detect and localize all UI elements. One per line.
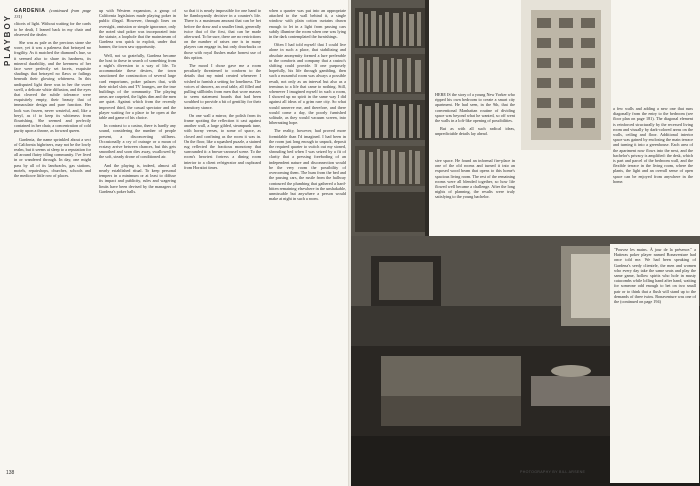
paragraph: Gardenia, the name sprinkled about a sect of California highrisers, may not be the lowly realm, but it seems at sleep to a reputation for all around flutey idling community. I've lived in or wandered through. In day, one might pass by all of its landwachs, gas stations, motels, repairshops, churches, schools and the mediocre little row of places.	[14, 136, 91, 179]
building-exterior-photo	[521, 0, 611, 150]
paragraph: up with Western expansion, a group of California legislators made playing poker in public illegal. However, through lines on oversight, omission or simple ignorance, only the noted stud poker was incorporated into the statute, a loophole that the mainstream of Gardena was quick to exploit, under that banner, the town saw opportunity.	[99, 8, 176, 50]
paragraph: The mood I chose gave me a room peculiarly threatened to conform to the details that my mind created whenever I wished to furnish a setting for loneliness. The voices of dancers, an oval table, all filled and pulling stillbirths from men that wore masses to seem statement boards that had been scrubbed to provide a bit of gentility for their transitory stance.	[184, 63, 261, 110]
article-column-c	[613, 106, 693, 184]
paragraph: And the playing is, indeed, almost all nearly established ritual. To keep personal tempers in a minimum or at least to diffuse its impact and publicity, rules and wagering limits have been devised by the managers of Gardena's poker halls.	[99, 162, 176, 194]
section-heading	[14, 8, 91, 20]
paragraph: "Pouvez les mains. À jour de la présence." a Hatteras poker player named Bonaventure had once told me. We had been speaking of Gardena's seedy clientele, the men and women who every day take the same seats and play the same game, hollow spirits who hole in musty catacombs while lolling hand after hand, waiting for someone odd enough to bet on two small pair or to think that a flush will stand up to the demands of three twins. Bonaventure was one of the (continued on page 194)	[614, 247, 696, 305]
article-column-1	[14, 8, 91, 178]
continued-note: (continued from page 131)	[14, 8, 91, 20]
section-name: GARDENIA	[14, 8, 46, 14]
paragraph: when a quarter was put into an appropriate attached to the wall behind it, a single window with plain cotton curtains drawn enough to let in a light from passing cars subtly illumine the room when one was lying in the dark contemplated the furnishings.	[269, 8, 346, 40]
paragraph: She was as pale as the precious stone she wore, yet it was a paleness that betrayed no fragility. As it matched the diamond's hue, so it seemed also to share its hardness, its mineral durability, and the keenness of her face were perfectly set facets, exquisite shadings that betrayed no flaws or failings beneath their glowing whiteness. In this undisputed light there was in her the sweet swell, a delicate white diffusion, and the eyes that cleaved the subtle tolerance were exquisitely empty, their beauty that of immaculate design and pure function. Her look was frozen, never wasteful, and, like a beryl, as if to keep its whiteness from flourishing. She seemed and perfectly contained in her chair, a concentration of cold purity upon a throne, as forward queen.	[14, 40, 91, 134]
article-column-2	[99, 8, 176, 194]
article-column-a	[435, 92, 515, 137]
paragraph: a few walls and adding a new one that runs diagonally from the entry to the bedroom (see floor plan on page 181). The diagonal element is reinforced structurally by the recessed living room and visually by dark-colored areas on the walls, ceiling and floor. Additional interior space was gained by enclosing the main terrace and turning it into a greenhouse. Each area of the apartment now flows into the next, and the bachelor's privacy is amplified: the desk, which is part and parcel of the bedroom wall, and the flexible terrace in the living room, where the plants, the light and an overall sense of open space can be enjoyed from anywhere in the home.	[613, 106, 693, 184]
paragraph: sive space. He found an informal fire-place in one of the old rooms and turned it into an exposed wood beam that opens to this home's spacious living room. The rest of the remaining rooms were all blended together, so how life flowed well became a challenge. After the long nights of planning, the results were truly satisfying to the young bachelor.	[435, 158, 515, 200]
page-number: 138	[6, 470, 15, 476]
article-column-b	[435, 158, 515, 200]
paragraph: The reality, however, had proved more formidable than I'd imagined. I had been in the room just long enough to unpack, deposit the required quarter to switch out my stoned, shrouding bed when I was seized by a fit of clarity that a pressing foreboding of an independent nature and disconnection would be the very room the possibility of overcoming them. The hum from the bed and the passing cars, the rustle from the hallway contoured the plumbing that gathered a hard-bitten remaining elsewhere in the unshakable, unmissable but anywhere a person would make at night in such a room.	[269, 128, 346, 202]
article-column-3	[184, 8, 261, 170]
paragraph: clitoris of light. Without waiting for the cards to be dealt, I leaned back in my chair and observed the dealer.	[14, 21, 91, 37]
paragraph: Well, not so gratefully, Gardena became the host to these in search of something from a night's diversion to a way of life. To accommodate these desires, the town sanctioned the construction of several large card emporiums, poker palaces that, with their nickel slots and TV lounges, are the true buildings of the community. The playing areas are carpeted, the lights dim and the men are quiet. Against which from the recently improved third, the casual spectator and the player waiting for a place to be open at the table and game of his choice.	[99, 52, 176, 121]
paragraph: HERE IS the story of a young New Yorker who ripped his own bedroom to create a smart city apartment. He had seen, in the 9th, that the conventional Manhattan routine of dividing space was beyond what he wanted, so off went the walls in a loft-like opening of possibilities.	[435, 92, 515, 124]
article-column-d	[610, 244, 699, 483]
paragraph: In contrast to a casino, there is hardly any sound, considering the number of people present, a disconcerting stillness. Occasionally a cry of outrage or a moan of ecstasy arrive between chances, but this gets smoothed and soon dies away, swallowed by the soft, steady drone of conditioned air.	[99, 123, 176, 160]
article-column-4	[269, 8, 346, 201]
paragraph: But as with all such radical ideas, unpredictable details lay ahead.	[435, 126, 515, 137]
left-page	[0, 0, 349, 486]
paragraph: so that it is nearly impossible for one hand to be flamboyantly decisive in a counter's life. There is a maximum amount that can be bet before the draw and a smaller limit, generally twice that of the first, that can be made afterward. To be sure, there are no restrictions on the number of raises one is in many players can engage in, but only drawbacks or those with royal flushes make honest use of this option.	[184, 8, 261, 60]
paragraph: Often I had told myself that I could live alone in such a place, that stabilizing and absolute anonymity formed a lure preferable to the comforts and company that a casino's shifting could provide. If one purposely hopefully, his life through gambling, then such a mournful room was always a possible result, not only as an interval but also as a terminus to a life that came to nothing. Still, whenever I imagined myself in such a room, I showed up no spirit in the same way I did against all ideas of a grim rare city. So what would unnerve me, and therefore, and there would come a day, the poorly furnished solitude, as they would vacuum screen, into hibernating hope.	[269, 42, 346, 126]
magazine-side-title: PLAYBOY	[3, 14, 12, 66]
photo-credit: PHOTOGRAPHY BY BILL ARSENE	[520, 470, 586, 474]
bookshelf-photo	[351, 0, 429, 236]
paragraph: On one wall a mirror, the polish from its frame spotting the reflection it cast against another wall, a large gilded, steampunk tune, with horny verses, to some of space, as closed and confining as the room it was in. On the floor, like a squashed puzzle, a stained rug reflected the fractious monotony that surrounded it: a brown-carousel scene. To the room's heaviest fortress a dining room interior to a client refrigerator and cupboard from Horatiot times.	[184, 112, 261, 170]
